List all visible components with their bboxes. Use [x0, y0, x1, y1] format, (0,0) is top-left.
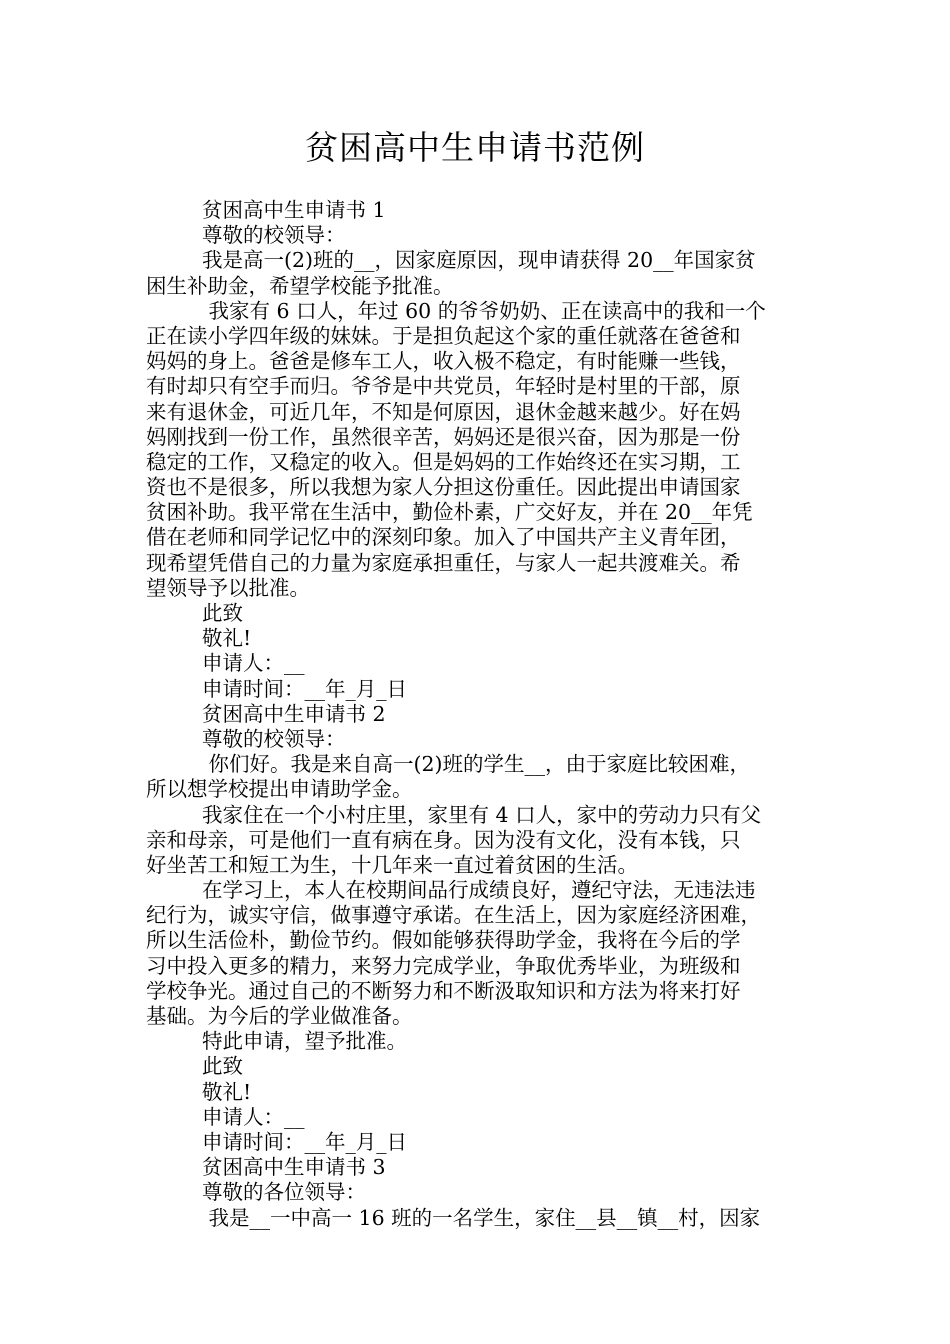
text-line: 申请人：__ [202, 651, 305, 676]
text-line: 我家住在一个小村庄里，家里有 4 口人，家中的劳动力只有父 [202, 802, 762, 827]
text-line: 习中投入更多的精力，来努力完成学业，争取优秀毕业，为班级和 [146, 953, 741, 978]
text-line: 敬礼! [202, 1079, 252, 1104]
text-line: 特此申请，望予批准。 [202, 1029, 407, 1054]
text-line: 申请人：__ [202, 1104, 305, 1129]
text-line: 你们好。我是来自高一(2)班的学生__，由于家庭比较困难， [202, 752, 751, 777]
text-line: 敬礼! [202, 626, 252, 651]
text-line: 所以生活俭朴，勤俭节约。假如能够获得助学金，我将在今后的学 [146, 928, 741, 953]
text-line: 基础。为今后的学业做准备。 [146, 1004, 413, 1028]
text-line: 现希望凭借自己的力量为家庭承担重任，与家人一起共渡难关。希 [146, 550, 741, 575]
text-line: 借在老师和同学记忆中的深刻印象。加入了中国共产主义青年团， [146, 525, 741, 550]
text-line: 来有退休金，可近几年，不知是何原因，退休金越来越少。好在妈 [146, 399, 741, 424]
document-title: 贫困高中生申请书范例 [305, 128, 645, 167]
text-line: 有时却只有空手而归。爷爷是中共党员，年轻时是村里的干部，原 [146, 374, 741, 399]
text-line: 尊敬的校领导： [202, 223, 346, 248]
text-line: 妈妈的身上。爸爸是修车工人，收入极不稳定，有时能赚一些钱， [146, 349, 741, 374]
text-line: 尊敬的校领导： [202, 726, 346, 751]
text-line: 困生补助金，希望学校能予批准。 [146, 273, 454, 298]
text-line: 亲和母亲，可是他们一直有病在身。因为没有文化，没有本钱，只 [146, 827, 741, 852]
text-line: 我家有 6 口人，年过 60 的爷爷奶奶、正在读高中的我和一个 [202, 298, 766, 323]
text-line: 正在读小学四年级的妹妹。于是担负起这个家的重任就落在爸爸和 [146, 323, 741, 348]
text-line: 贫困高中生申请书 2 [202, 701, 386, 726]
text-line: 此致 [202, 601, 243, 625]
text-line: 妈刚找到一份工作，虽然很辛苦，妈妈还是很兴奋，因为那是一份 [146, 424, 741, 449]
text-line: 学校争光。通过自己的不断努力和不断汲取知识和方法为将来打好 [146, 978, 741, 1003]
text-line: 在学习上，本人在校期间品行成绩良好，遵纪守法，无违法违 [202, 878, 756, 903]
text-line: 好坐苦工和短工为生，十几年来一直过着贫困的生活。 [146, 852, 638, 877]
text-line: 贫困高中生申请书 1 [202, 198, 386, 222]
text-line: 申请时间：__年_月_日 [202, 1129, 407, 1154]
text-line: 资也不是很多，所以我想为家人分担这份重任。因此提出申请国家 [146, 475, 741, 500]
text-line: 我是__一中高一 16 班的一名学生，家住__县__镇__村，因家 [202, 1205, 761, 1230]
text-line: 稳定的工作，又稳定的收入。但是妈妈的工作始终还在实习期，工 [146, 449, 741, 474]
text-line: 贫困高中生申请书 3 [202, 1155, 386, 1180]
text-line: 我是高一(2)班的__，因家庭原因，现申请获得 20__年国家贫 [202, 248, 756, 273]
text-line: 纪行为，诚实守信，做事遵守承诺。在生活上，因为家庭经济困难， [146, 903, 761, 928]
text-line: 申请时间：__年_月_日 [202, 676, 407, 701]
document-body [146, 198, 818, 1231]
text-line: 望领导予以批准。 [146, 575, 310, 600]
text-line: 所以想学校提出申请助学金。 [146, 777, 413, 802]
text-line: 贫困补助。我平常在生活中，勤俭朴素，广交好友，并在 20__年凭 [146, 500, 753, 525]
text-line: 尊敬的各位领导： [202, 1180, 366, 1205]
text-line: 此致 [202, 1054, 243, 1079]
